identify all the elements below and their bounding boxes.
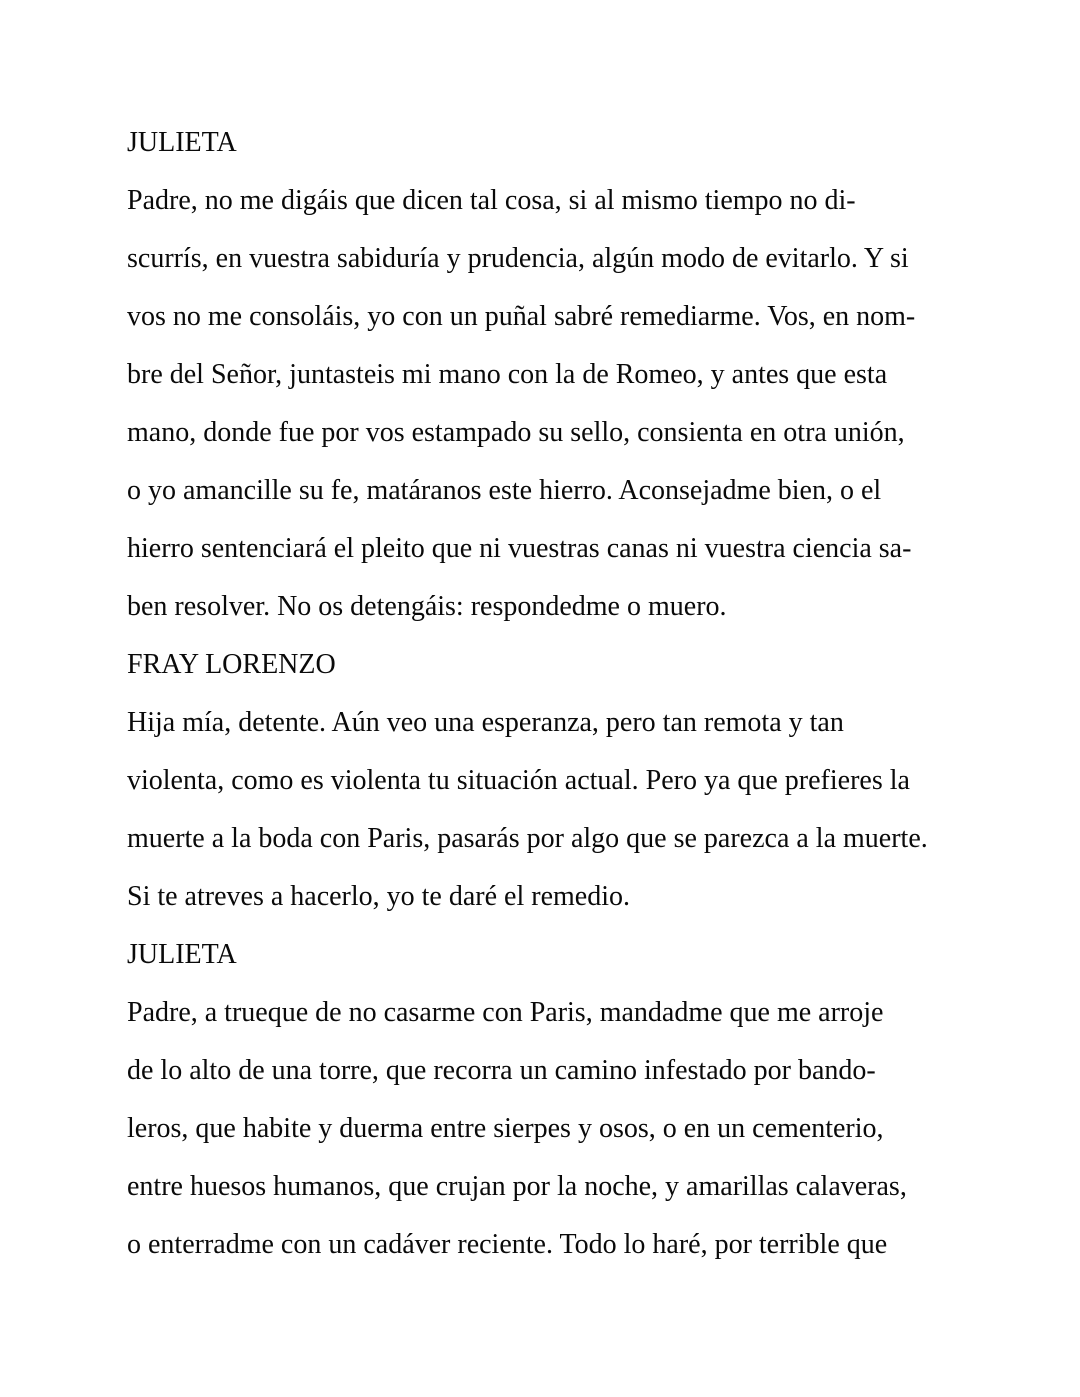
dialogue-line: Padre, a trueque de no casarme con Paris, mandadme que me arroje (127, 997, 884, 1028)
speaker-name: FRAY LORENZO (127, 649, 336, 680)
dialogue-line: leros, que habite y duerma entre sierpes y osos, o en un cementerio, (127, 1113, 884, 1144)
dialogue-line: o enterradme con un cadáver reciente. Todo lo haré, por terrible que (127, 1229, 888, 1260)
speaker-name: JULIETA (127, 939, 237, 970)
dialogue-line: violenta, como es violenta tu situación actual. Pero ya que prefieres la (127, 765, 910, 796)
dialogue-line: Hija mía, detente. Aún veo una esperanza, pero tan remota y tan (127, 707, 844, 738)
dialogue-line: Si te atreves a hacerlo, yo te daré el remedio. (127, 881, 630, 912)
dialogue-line: bre del Señor, juntasteis mi mano con la de Romeo, y antes que esta (127, 359, 888, 390)
dialogue-line: hierro sentenciará el pleito que ni vuestras canas ni vuestra ciencia sa- (127, 533, 912, 564)
dialogue-line: mano, donde fue por vos estampado su sello, consienta en otra unión, (127, 417, 905, 448)
dialogue-line: Padre, no me digáis que dicen tal cosa, si al mismo tiempo no di- (127, 185, 856, 216)
dialogue-line: scurrís, en vuestra sabiduría y prudencia, algún modo de evitarlo. Y si (127, 243, 909, 274)
dialogue-line: muerte a la boda con Paris, pasarás por algo que se parezca a la muerte. (127, 823, 928, 854)
dialogue-line: entre huesos humanos, que crujan por la noche, y amarillas calaveras, (127, 1171, 907, 1202)
dialogue-line: ben resolver. No os detengáis: respondedme o muero. (127, 591, 727, 622)
dialogue-line: de lo alto de una torre, que recorra un camino infestado por bando- (127, 1055, 876, 1086)
dialogue-line: vos no me consoláis, yo con un puñal sabré remediarme. Vos, en nom- (127, 301, 916, 332)
speaker-name: JULIETA (127, 127, 237, 158)
dialogue-line: o yo amancille su fe, matáranos este hierro. Aconsejadme bien, o el (127, 475, 882, 506)
